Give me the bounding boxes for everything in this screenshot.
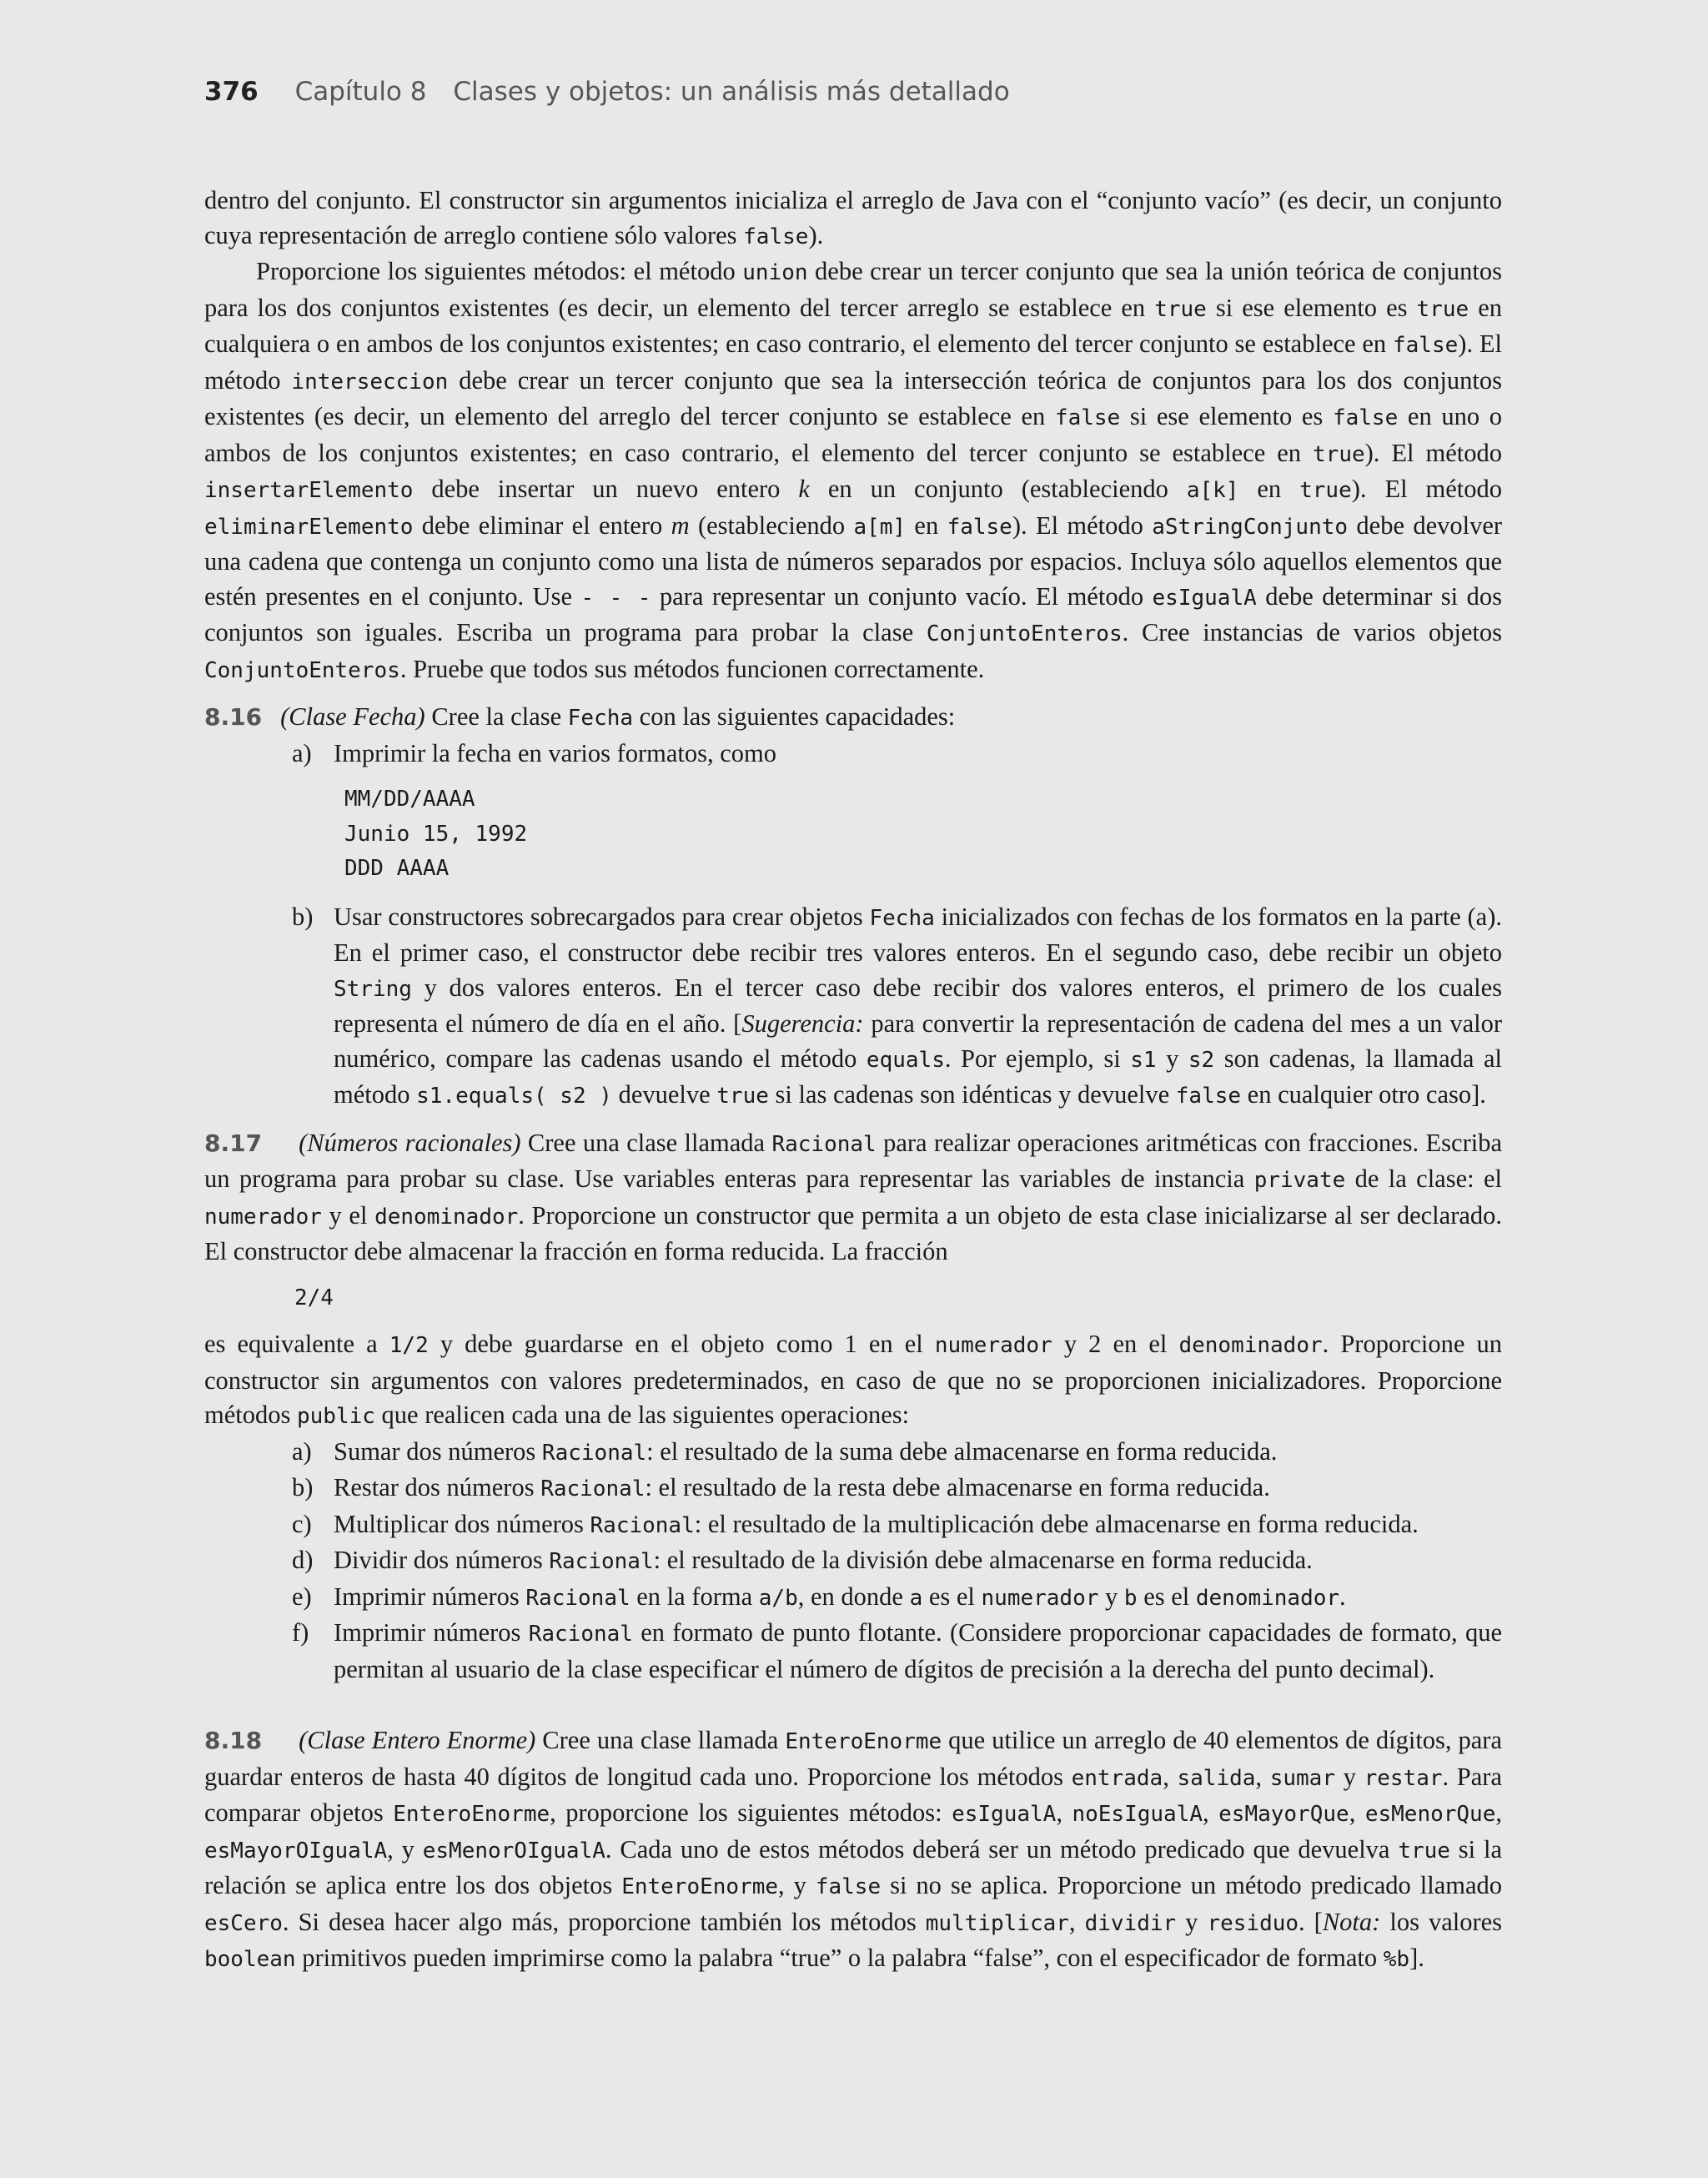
inline-code: true xyxy=(1416,296,1469,322)
text-run: : el resultado de la suma debe almacenarse en forma reducida. xyxy=(646,1436,1278,1466)
exercise-8-17-after xyxy=(204,1327,1502,1435)
text-run: si ese elemento es xyxy=(1206,293,1417,322)
text-run: : el resultado de la división debe almacenarse en forma reducida. xyxy=(653,1546,1313,1574)
text-run: en un conjunto (estableciendo xyxy=(809,475,1187,503)
inline-code: denominador xyxy=(1178,1333,1323,1358)
text-run: Restar dos números xyxy=(334,1473,541,1501)
text-run: para convertir la representación de cadena del mes a un valor numérico, compare las cadenas usando el método xyxy=(334,1009,1503,1073)
inline-code: true xyxy=(1398,1838,1450,1864)
text-run: Sumar dos números xyxy=(334,1436,542,1466)
inline-code: residuo xyxy=(1207,1910,1299,1936)
inline-code: true xyxy=(1313,441,1365,467)
inline-code: EnteroEnorme xyxy=(621,1874,779,1899)
italic-text: (Clase Entero Enorme) xyxy=(299,1726,536,1754)
text-run: : el resultado de la resta debe almacenarse en forma reducida. xyxy=(645,1473,1270,1501)
text-run: , xyxy=(1203,1798,1219,1827)
inline-code: false xyxy=(1175,1084,1242,1109)
inline-code: false xyxy=(1332,405,1399,430)
text-run: debe devolver una cadena que contenga un conjunto como una lista de números separados por espacios. Incluya sólo aquellos elementos que estén presentes en el conjunto. Use xyxy=(204,511,1503,611)
text-run: si las cadenas son idénticas y devuelve xyxy=(768,1080,1176,1109)
inline-code: interseccion xyxy=(291,369,449,395)
inline-code: Racional xyxy=(525,1585,630,1611)
inline-code: false xyxy=(1054,405,1121,430)
text-run: Cree una clase llamada xyxy=(520,1128,772,1157)
text-run: es el xyxy=(1137,1582,1196,1611)
list-item xyxy=(204,1616,1502,1687)
inline-code: esIgualA xyxy=(952,1802,1057,1827)
text-run: y xyxy=(1156,1044,1188,1073)
exercise-8-16-lead xyxy=(204,700,1502,737)
text-run: Cree una clase llamada xyxy=(535,1726,786,1754)
text-run: Imprimir números xyxy=(334,1618,529,1647)
code-line: Junio 15, 1992 xyxy=(344,821,528,847)
inline-code: Racional xyxy=(590,1512,695,1538)
text-run: y dos valores enteros. En el tercer caso debe recibir dos valores enteros, el primero de los cuales representa el número de día en el año. [ xyxy=(334,973,1502,1038)
exercise-lead-text xyxy=(204,1129,1502,1266)
inline-code: String xyxy=(334,976,412,1002)
text-run: de la clase: el xyxy=(1345,1164,1502,1193)
italic-text: (Números racionales) xyxy=(299,1128,521,1157)
inline-code: restar xyxy=(1364,1765,1443,1791)
exercise-number: 8.17 xyxy=(204,1129,263,1157)
text-run: debe crear un tercer conjunto que sea la intersección teórica de conjuntos para los dos conjuntos existentes (es decir, un elemento del arreglo del tercer conjunto se establece en xyxy=(204,365,1502,430)
text-run: . Si desea hacer algo más, proporcione también los métodos xyxy=(282,1907,926,1936)
italic-text: Nota: xyxy=(1322,1907,1381,1936)
page-number: 376 xyxy=(204,77,259,107)
exercise-8-17-lead xyxy=(204,1126,1502,1270)
text-run: en xyxy=(906,511,947,540)
text-run: ). El método xyxy=(1351,475,1502,503)
inline-code: esMenorOIgualA xyxy=(422,1838,605,1864)
code-line: 2/4 xyxy=(294,1285,334,1310)
text-run: , y xyxy=(387,1834,423,1864)
text-run: debe crear un tercer conjunto que sea la unión teórica de conjuntos para los dos conjuntos existentes (es decir, un elemento del tercer arreglo se establece en xyxy=(204,257,1502,322)
text-run: para representar un conjunto vacío. El método xyxy=(651,581,1153,611)
text-run: en formato de punto flotante. (Considere proporcionar capacidades de formato, que permitan al usuario de la clase especificar el número de dígitos de precisión a la derecha del punto decimal). xyxy=(334,1618,1502,1683)
text-run: , proporcione los siguientes métodos: xyxy=(550,1798,952,1827)
inline-code: boolean xyxy=(204,1947,296,1972)
list-item xyxy=(204,1543,1502,1580)
text-run: , xyxy=(1349,1798,1365,1827)
list-item-label: d) xyxy=(292,1546,314,1574)
inline-code: noEsIgualA xyxy=(1072,1802,1203,1827)
date-format-code xyxy=(344,782,1502,887)
text-run: , en donde xyxy=(797,1582,910,1611)
exercise-8-17-items xyxy=(204,1435,1502,1688)
text-run: en uno o ambos de los conjuntos existentes; en caso contrario, el elemento del tercer conjunto se establece en xyxy=(204,402,1502,467)
inline-code: insertarElemento xyxy=(204,478,414,503)
inline-code: 1/2 xyxy=(389,1333,429,1358)
text-run: los valores xyxy=(1380,1907,1503,1936)
inline-code: s2 xyxy=(1188,1047,1215,1073)
exercise-8-17 xyxy=(204,1126,1502,1688)
text-run: . Cada uno de estos métodos deberá ser un método predicado que devuelva xyxy=(605,1834,1399,1864)
inline-code: numerador xyxy=(981,1585,1099,1611)
text-run: inicializados con fechas de los formatos en la parte (a). En el primer caso, el constructor debe recibir tres valores enteros. En el segundo caso, debe recibir un objeto xyxy=(334,902,1502,967)
text-run: Imprimir números xyxy=(334,1582,526,1611)
text-run: Imprimir la fecha en varios formatos, como xyxy=(334,738,777,767)
inline-code: public xyxy=(296,1404,375,1429)
inline-code: sumar xyxy=(1269,1765,1335,1791)
text-run: primitivos pueden imprimirse como la palabra “true” o la palabra “false”, con el especificador de formato xyxy=(295,1944,1384,1972)
text-run: . Proporcione un constructor que permita a un objeto de esta clase inicializarse al ser declarado. El constructor debe almacenar la fracción en forma reducida. La fracción xyxy=(204,1200,1503,1265)
text-run: : el resultado de la multiplicación debe almacenarse en forma reducida. xyxy=(694,1509,1419,1538)
inline-code: false xyxy=(815,1874,882,1899)
text-run: que realicen cada una de las siguientes operaciones: xyxy=(374,1401,910,1429)
text-run: y xyxy=(1098,1582,1124,1611)
inline-code: true xyxy=(716,1084,769,1109)
inline-code: a/b xyxy=(758,1585,798,1611)
inline-code: esMenorQue xyxy=(1364,1802,1496,1827)
text-run: ). El método xyxy=(1012,511,1153,540)
exercise-8-16-items-a xyxy=(204,737,1502,772)
list-item xyxy=(204,1507,1502,1544)
intro-paragraph-2 xyxy=(204,254,1502,688)
text-run: . [ xyxy=(1299,1907,1323,1936)
exercise-8-16 xyxy=(204,700,1502,1114)
text-run: . Para comparar objetos xyxy=(204,1762,1503,1827)
chapter-label: Capítulo 8 xyxy=(294,77,427,107)
text-run: para realizar operaciones aritméticas con fracciones. Escriba un programa para probar su clase. Use variables enteras para representar las variables de instancia xyxy=(204,1128,1502,1193)
inline-code: b xyxy=(1123,1585,1138,1611)
intro-paragraph-1 xyxy=(204,184,1502,254)
text-run: , xyxy=(1255,1762,1270,1791)
inline-code: a[m] xyxy=(853,514,907,540)
inline-code: private xyxy=(1253,1168,1346,1193)
inline-code: false xyxy=(947,514,1012,540)
inline-code: ConjuntoEnteros xyxy=(204,657,400,683)
exercise-number: 8.16 xyxy=(204,703,263,731)
text-run: debe eliminar el entero xyxy=(413,511,671,540)
text-run: . Proporcione un constructor sin argumentos con valores predeterminados, en caso de que no se proporcionen inicializadores. Proporcione métodos xyxy=(204,1330,1503,1429)
inline-code: denominador xyxy=(1195,1585,1340,1611)
text-run: debe determinar si dos conjuntos son iguales. Escriba un programa para probar la clase xyxy=(204,581,1502,646)
text-run: ]. xyxy=(1409,1944,1424,1972)
list-item xyxy=(204,737,1502,772)
inline-code: a xyxy=(909,1585,923,1611)
text-run: y xyxy=(1176,1907,1208,1936)
inline-code: s1 xyxy=(1130,1047,1157,1073)
text-run: , xyxy=(1495,1798,1502,1827)
list-item-label: f) xyxy=(292,1618,309,1647)
inline-code: Racional xyxy=(540,1476,646,1501)
inline-code: true xyxy=(1154,296,1207,322)
text-run: . Pruebe que todos sus métodos funcionen correctamente. xyxy=(399,654,985,683)
page-body xyxy=(204,184,1502,1978)
text-run: (estableciendo xyxy=(689,511,854,540)
italic-text: (Clase Fecha) xyxy=(280,702,425,731)
inline-code: false xyxy=(1393,333,1459,358)
list-item-label: a) xyxy=(292,1436,312,1466)
inline-code: denominador xyxy=(374,1204,519,1230)
text-run: son cadenas, la llamada al método xyxy=(334,1044,1502,1109)
inline-code: salida xyxy=(1177,1765,1256,1791)
inline-code: Fecha xyxy=(869,905,935,931)
text-run: , y xyxy=(778,1871,816,1899)
inline-code: Fecha xyxy=(567,706,634,731)
inline-code: s1.equals( s2 ) xyxy=(416,1084,612,1109)
text-run: . Por ejemplo, si xyxy=(944,1044,1131,1073)
inline-code: entrada xyxy=(1071,1765,1163,1791)
text-run: dentro del conjunto. El constructor sin argumentos inicializa el arreglo de Java con el “conjunto vacío” (es decir, un conjunto cuya representación de arreglo contiene sólo valores xyxy=(204,186,1502,249)
text-run: ). El método xyxy=(1364,438,1502,467)
text-run: y 2 en el xyxy=(1052,1330,1179,1358)
inline-code: dividir xyxy=(1084,1910,1177,1936)
text-run: . Cree instancias de varios objetos xyxy=(1122,618,1503,646)
inline-code: aStringConjunto xyxy=(1152,514,1349,540)
chapter-title: Clases y objetos: un análisis más detallado xyxy=(453,77,1010,107)
list-item-label: b) xyxy=(292,902,314,931)
text-run: Dividir dos números xyxy=(334,1546,550,1574)
list-item-label: a) xyxy=(292,738,312,767)
text-run: con las siguientes capacidades: xyxy=(633,702,956,731)
exercise-lead-text xyxy=(204,1726,1502,1972)
text-run: , xyxy=(1163,1762,1178,1791)
text-run: . xyxy=(1339,1582,1346,1611)
exercise-number: 8.18 xyxy=(204,1727,263,1754)
inline-code: a[k] xyxy=(1186,478,1239,503)
list-item xyxy=(204,1580,1502,1617)
text-run: debe insertar un nuevo entero xyxy=(413,475,799,503)
inline-code: Racional xyxy=(541,1440,647,1466)
list-item xyxy=(204,1435,1502,1471)
text-run: ). El método xyxy=(204,329,1502,395)
text-run: , xyxy=(1056,1798,1073,1827)
text-run: en cualquier otro caso]. xyxy=(1241,1080,1486,1109)
text-run: y el xyxy=(321,1200,375,1230)
inline-code: esMayorQue xyxy=(1218,1802,1349,1827)
inline-code: - - - xyxy=(580,585,651,611)
text-run: devuelve xyxy=(611,1080,717,1109)
inline-code: eliminarElemento xyxy=(204,514,414,540)
inline-code: EnteroEnorme xyxy=(785,1729,942,1754)
inline-code: %b xyxy=(1383,1947,1410,1972)
text-run: Cree la clase xyxy=(424,702,568,731)
inline-code: esIgualA xyxy=(1152,585,1257,611)
inline-code: esMayorOIgualA xyxy=(204,1838,388,1864)
exercise-8-18-lead xyxy=(204,1723,1502,1978)
inline-code: ConjuntoEnteros xyxy=(926,621,1123,646)
text-run: en xyxy=(1238,475,1300,503)
inline-code: multiplicar xyxy=(925,1910,1069,1936)
inline-code: Racional xyxy=(771,1131,877,1157)
text-run: si la relación se aplica entre los dos objetos xyxy=(204,1834,1502,1899)
inline-code: union xyxy=(742,260,808,285)
exercise-8-16-items-b xyxy=(204,900,1502,1114)
text-run: Proporcione los siguientes métodos: el método xyxy=(256,257,743,285)
text-run: si no se aplica. Proporcione un método predicado llamado xyxy=(881,1871,1502,1899)
exercise-lead-text xyxy=(280,702,955,731)
text-run: en cualquiera o en ambos de los conjuntos existentes; en caso contrario, el elemento del tercer conjunto se establece en xyxy=(204,293,1503,358)
fraction-code xyxy=(294,1281,1502,1316)
text-run: ). xyxy=(808,220,824,249)
inline-code: true xyxy=(1299,478,1352,503)
inline-code: EnteroEnorme xyxy=(393,1802,550,1827)
inline-code: numerador xyxy=(204,1204,322,1230)
list-item-label: e) xyxy=(292,1582,312,1611)
italic-text: Sugerencia: xyxy=(741,1009,864,1038)
text-run: es equivalente a xyxy=(204,1330,389,1358)
inline-code: Racional xyxy=(528,1622,633,1647)
text-run: en la forma xyxy=(630,1582,759,1611)
text-run: es el xyxy=(922,1582,982,1611)
text-run: Usar constructores sobrecargados para crear objetos xyxy=(334,902,870,931)
italic-text: m xyxy=(671,511,690,540)
text-run: si ese elemento es xyxy=(1120,402,1333,430)
inline-code: esCero xyxy=(204,1910,283,1936)
text-run: que utilice un arreglo de 40 elementos de dígitos, para guardar enteros de hasta 40 dígitos de longitud cada uno. Proporcione los métodos xyxy=(204,1726,1503,1791)
exercise-8-18 xyxy=(204,1723,1502,1978)
italic-text: k xyxy=(798,475,810,503)
text-run: y xyxy=(1335,1762,1364,1791)
text-run: , xyxy=(1068,1907,1085,1936)
list-item xyxy=(204,1471,1502,1507)
list-item xyxy=(204,900,1502,1114)
text-run: Multiplicar dos números xyxy=(334,1509,590,1538)
code-line: DDD AAAA xyxy=(344,856,450,881)
code-line: MM/DD/AAAA xyxy=(344,787,475,812)
inline-code: Racional xyxy=(549,1549,654,1574)
inline-code: equals xyxy=(866,1047,945,1073)
list-item-label: c) xyxy=(292,1509,312,1538)
list-item-label: b) xyxy=(292,1473,314,1501)
running-header xyxy=(204,77,1010,107)
inline-code: numerador xyxy=(934,1333,1052,1358)
inline-code: false xyxy=(743,224,809,249)
text-run: y debe guardarse en el objeto como 1 en el xyxy=(428,1330,935,1358)
